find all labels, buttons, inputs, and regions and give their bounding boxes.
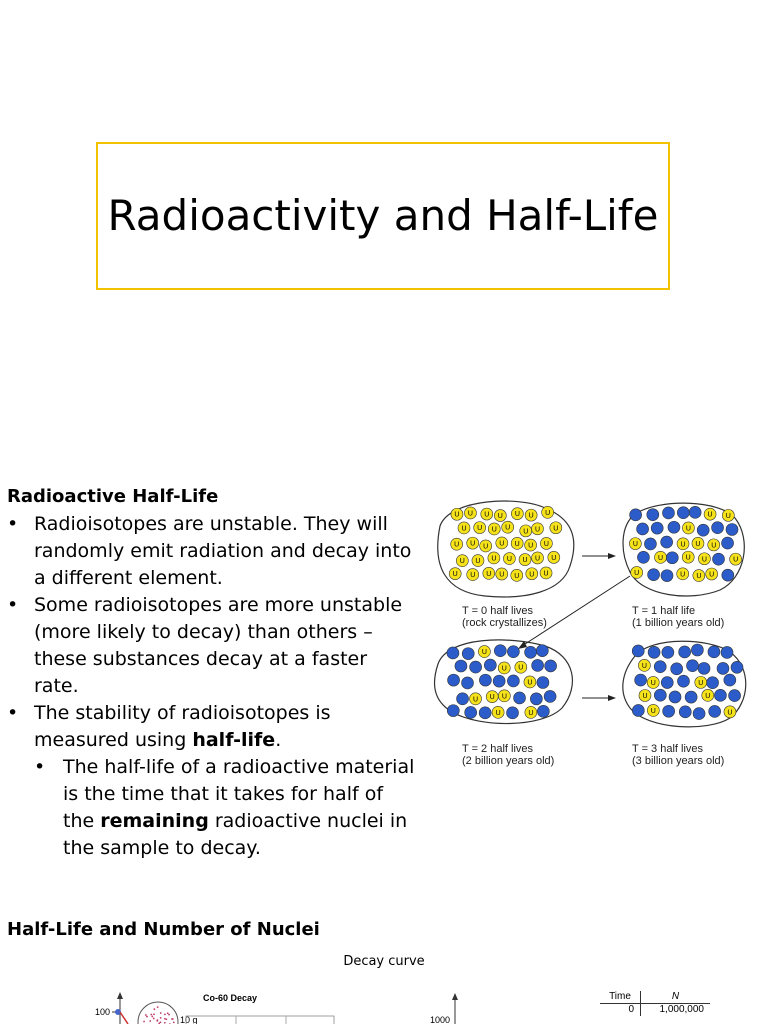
atom-label: U (523, 528, 529, 536)
nucleus-dot (167, 1012, 169, 1014)
atom-label: U (709, 571, 715, 579)
atom-label: U (491, 555, 497, 563)
daughter-atom (722, 537, 734, 549)
nucleus-dot (153, 1008, 155, 1010)
atom-label: U (641, 662, 647, 670)
daughter-atom (447, 647, 459, 659)
atom-label: U (454, 541, 460, 549)
atom-label: U (475, 558, 481, 566)
atom-label: U (727, 709, 733, 717)
co60-chart-title: Co-60 Decay (202, 993, 258, 1003)
daughter-atom (668, 521, 680, 533)
daughter-atom (714, 689, 726, 701)
daughter-atom (708, 646, 720, 658)
daughter-atom (721, 646, 733, 658)
page-title: Radioactivity and Half-Life (107, 191, 659, 240)
atom-label: U (514, 572, 520, 580)
daughter-atom (644, 538, 656, 550)
nucleus-dot (160, 1017, 162, 1019)
daughter-atom (669, 691, 681, 703)
atom-label: U (642, 692, 648, 700)
atom-label: U (701, 556, 707, 564)
co60-decay-chart (88, 988, 348, 1024)
daughter-atom (662, 646, 674, 658)
atom-label: U (472, 696, 479, 704)
daughter-atom (679, 706, 691, 718)
atom-label: U (543, 570, 549, 578)
daughter-atom (462, 677, 474, 689)
daughter-atom (661, 536, 673, 548)
daughter-atom (648, 569, 660, 581)
column-header-time: Time (600, 991, 641, 1003)
daughter-atom (637, 523, 649, 535)
nucleus-dot (143, 1021, 145, 1023)
list-item: • The stability of radioisotopes is measured using half-life. (7, 700, 417, 754)
daughter-atom (545, 660, 557, 672)
table-row: 0 1,000,000 (600, 1004, 710, 1016)
daughter-atom (654, 689, 666, 701)
nucleus-dot (153, 1018, 155, 1020)
atom-label: U (553, 525, 559, 533)
sub-list-item: • The half-life of a radioactive material is the time that it takes for half of the remaining radioactive nuclei in the sample to decay. (7, 754, 417, 862)
nucleus-dot (160, 1021, 162, 1023)
atom-label: U (501, 665, 507, 673)
daughter-atom (530, 693, 542, 705)
panel-caption-3: T = 3 half lives (3 billion years old) (632, 743, 725, 767)
nucleus-dot (172, 1018, 174, 1020)
daughter-atom (707, 677, 719, 689)
nucleus-dot (151, 1016, 153, 1018)
atom-label: U (632, 541, 638, 549)
bullet-icon: • (7, 702, 19, 724)
atom-label: U (551, 554, 557, 562)
daughter-atom (635, 674, 647, 686)
daughter-atom (654, 661, 666, 673)
atom-label: U (529, 571, 535, 579)
daughter-atom (712, 522, 724, 534)
title-box (96, 142, 670, 290)
nucleus-dot (157, 1019, 159, 1021)
nucleus-dot (173, 1021, 175, 1023)
atom-label: U (696, 573, 702, 581)
daughter-atom (494, 645, 506, 657)
nucleus-dot (160, 1012, 162, 1014)
daughter-atom (479, 707, 491, 719)
daughter-atom (709, 705, 721, 717)
nucleus-dot (157, 1006, 159, 1008)
list-item: • Radioisotopes are unstable. They will randomly emit radiation and decay into a different element. (7, 511, 417, 592)
panel-caption-0: T = 0 half lives (rock crystallizes) (462, 605, 547, 629)
atom-label: U (459, 558, 465, 566)
bullet-icon: • (34, 756, 46, 778)
atom-label: U (497, 513, 503, 521)
daughter-atom (686, 660, 698, 672)
atom-label: U (514, 540, 520, 548)
atom-label: U (725, 512, 731, 520)
sample-mass-label: 10 g (180, 1015, 198, 1024)
atom-label: U (707, 511, 713, 519)
atom-label: U (491, 526, 497, 534)
atom-label: U (528, 709, 534, 717)
section-heading-nuclei: Half-Life and Number of Nuclei (7, 919, 320, 940)
atom-label: U (535, 555, 541, 563)
nucleus-dot (168, 1014, 170, 1016)
daughter-atom (651, 522, 663, 534)
decay-curve-line (120, 1012, 128, 1024)
daughter-atom (661, 677, 673, 689)
atom-label: U (522, 557, 528, 565)
daughter-atom (722, 569, 734, 581)
atom-label: U (481, 649, 487, 657)
atom-label: U (528, 542, 534, 550)
nucleus-dot (165, 1018, 167, 1020)
atom-label: U (499, 571, 505, 579)
panel-caption-2: T = 2 half lives (2 billion years old) (462, 743, 555, 767)
y-tick-label: 100 (94, 1007, 110, 1017)
atom-label: U (695, 540, 701, 548)
atom-label: U (499, 540, 505, 548)
daughter-atom (698, 662, 710, 674)
daughter-atom (713, 553, 725, 565)
daughter-atom (689, 506, 701, 518)
atom-label: U (452, 571, 458, 579)
daughter-atom (470, 661, 482, 673)
atom-label: U (527, 679, 533, 687)
daughter-atom (507, 707, 519, 719)
half-life-illustration (430, 496, 760, 774)
atom-label: U (501, 693, 507, 701)
atom-label: U (506, 556, 512, 564)
daughter-atom (717, 662, 729, 674)
panel-caption-1: T = 1 half life (1 billion years old) (632, 605, 725, 629)
daughter-atom (637, 551, 649, 563)
atom-label: U (680, 541, 686, 549)
daughter-atom (677, 507, 689, 519)
daughter-atom (693, 708, 705, 720)
daughter-atom (479, 674, 491, 686)
bullet-icon: • (7, 513, 19, 535)
table-header-row (600, 991, 710, 1004)
daughter-atom (666, 552, 678, 564)
daughter-atom (632, 704, 644, 716)
plot-grid (186, 1016, 334, 1024)
atom-label: U (685, 525, 691, 533)
daughter-atom (630, 509, 642, 521)
atom-label: U (733, 556, 739, 564)
daughter-atom (455, 660, 467, 672)
daughter-atom (465, 706, 477, 718)
atom-label: U (489, 694, 495, 702)
atom-label: U (461, 525, 467, 533)
nucleus-dot (149, 1020, 151, 1022)
daughter-atom (525, 646, 537, 658)
daughter-atom (662, 507, 674, 519)
daughter-atom (677, 675, 689, 687)
daughter-atom (671, 663, 683, 675)
atom-label: U (685, 554, 691, 562)
daughter-atom (532, 659, 544, 671)
nucleus-dot (150, 1014, 152, 1016)
daughter-atom (697, 524, 709, 536)
decay-curve-caption: Decay curve (343, 954, 425, 969)
y-tick-label: 1000 (429, 1015, 450, 1024)
atom-label: U (528, 512, 534, 520)
atom-label: U (514, 511, 520, 519)
atom-label: U (650, 707, 656, 715)
bullet-list (7, 511, 417, 862)
daughter-atom (493, 675, 505, 687)
daughter-atom (632, 645, 644, 657)
atom-label: U (454, 511, 460, 519)
atom-label: U (711, 542, 717, 550)
decay-table (600, 991, 710, 1016)
atom-label: U (650, 679, 656, 687)
section-heading-half-life: Radioactive Half-Life (7, 486, 219, 507)
list-item: • Some radioisotopes are more unstable (more likely to decay) than others – these substances decay at a faster rate. (7, 592, 417, 700)
daughter-atom (484, 659, 496, 671)
nucleus-dot (145, 1014, 147, 1016)
daughter-atom (661, 570, 673, 582)
daughter-atom (724, 674, 736, 686)
atom-label: U (518, 664, 524, 672)
atom-label: U (470, 540, 476, 548)
daughter-atom (448, 674, 460, 686)
daughter-atom (648, 646, 660, 658)
column-header-n: N (671, 991, 680, 1002)
atom-label: U (486, 570, 492, 578)
daughter-atom (729, 690, 741, 702)
atom-label: U (680, 571, 686, 579)
daughter-atom (507, 646, 519, 658)
daughter-atom (685, 691, 697, 703)
daughter-atom (679, 646, 691, 658)
y-axis-arrow-icon (452, 993, 458, 1000)
daughter-atom (537, 705, 549, 717)
daughter-atom (663, 705, 675, 717)
arrow-head-icon (608, 553, 616, 559)
atom-label: U (545, 509, 551, 517)
daughter-atom (507, 675, 519, 687)
daughter-atom (462, 648, 474, 660)
nucleus-dot (164, 1013, 166, 1015)
atom-label: U (477, 525, 483, 533)
atom-label: U (534, 526, 541, 534)
arrow-head-icon (608, 695, 616, 701)
daughter-atom (731, 661, 743, 673)
nucleus-dot (146, 1016, 148, 1018)
atom-label: U (634, 569, 640, 577)
atom-label: U (484, 511, 490, 519)
atom-label: U (543, 540, 549, 548)
daughter-atom (514, 692, 526, 704)
bullet-icon: • (7, 594, 19, 616)
daughter-atom (537, 677, 549, 689)
daughter-atom (544, 690, 556, 702)
atom-label: U (698, 679, 704, 687)
daughter-atom (457, 693, 469, 705)
daughter-atom (447, 705, 459, 717)
atom-label: U (657, 554, 664, 562)
nucleus-dot (153, 1013, 155, 1015)
nucleus-dot (164, 1022, 166, 1024)
atom-label: U (483, 543, 489, 551)
daughter-atom (691, 644, 703, 656)
atom-label: U (470, 572, 476, 580)
atom-label: U (495, 709, 501, 717)
daughter-atom (536, 645, 548, 657)
daughter-atom (726, 523, 738, 535)
nuclei-decay-chart (400, 990, 480, 1024)
daughter-atom (647, 509, 659, 521)
atom-label: U (505, 524, 511, 532)
y-axis-arrow-icon (117, 992, 123, 999)
atom-label: U (705, 692, 711, 700)
atom-label: U (467, 510, 473, 518)
